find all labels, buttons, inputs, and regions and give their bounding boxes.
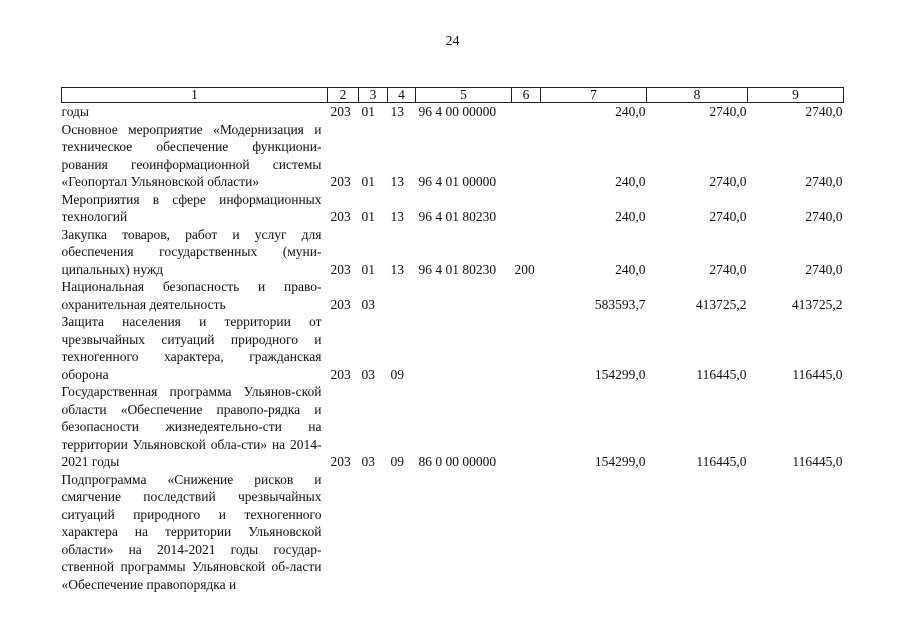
amount-col7: 583593,7 xyxy=(594,296,646,312)
target-article-code: 86 0 00 00000 xyxy=(418,454,497,469)
amount-col9: 2740,0 xyxy=(805,261,843,277)
row-name: годы xyxy=(61,104,90,119)
amount-col7: 240,0 xyxy=(615,174,646,189)
subsection-code: 03 xyxy=(361,454,375,469)
amount-col9: 2740,0 xyxy=(805,174,843,189)
expense-type-code xyxy=(512,383,541,471)
column-header: 3 xyxy=(359,88,388,103)
expense-type-code xyxy=(512,191,541,226)
item-code xyxy=(388,278,416,313)
table-row xyxy=(62,226,844,279)
row-name: Закупка товаров, работ и услуг для обеспечения государственных (муни-ципальных) нужд xyxy=(61,226,322,277)
column-header: 8 xyxy=(647,88,748,103)
item-code: 13 xyxy=(390,104,404,119)
item-code: 09 xyxy=(390,366,404,382)
header-row xyxy=(62,88,844,103)
row-name: Защита населения и территории от чрезвычайных ситуаций природного и техногенного характера, гражданская оборона xyxy=(61,314,322,382)
column-header: 5 xyxy=(416,88,512,103)
target-article-code: 96 4 01 80230 xyxy=(418,209,497,224)
amount-col9: 116445,0 xyxy=(792,366,843,382)
subsection-code: 01 xyxy=(361,174,375,189)
subsection-code: 01 xyxy=(361,261,375,277)
target-article-code: 96 4 00 00000 xyxy=(418,104,497,119)
expense-type-code: 200 xyxy=(514,261,535,277)
section-code: 203 xyxy=(330,174,351,189)
subsection-code xyxy=(359,471,388,594)
item-code xyxy=(388,471,416,594)
table-row xyxy=(62,313,844,383)
target-article-code xyxy=(416,278,512,313)
subsection-code: 03 xyxy=(361,366,375,382)
expense-type-code xyxy=(512,471,541,594)
subsection-code: 03 xyxy=(361,296,375,312)
expense-type-code xyxy=(512,103,541,121)
expense-type-code xyxy=(512,313,541,383)
expense-type-code xyxy=(512,121,541,191)
table-row xyxy=(62,383,844,471)
amount-col7: 240,0 xyxy=(615,261,646,277)
amount-col8 xyxy=(647,471,748,594)
amount-col8: 2740,0 xyxy=(709,261,747,277)
row-name: Мероприятия в сфере информационных технологий xyxy=(61,191,322,224)
column-header: 1 xyxy=(62,88,328,103)
amount-col8: 116445,0 xyxy=(696,454,747,469)
amount-col7 xyxy=(541,471,647,594)
section-code: 203 xyxy=(330,209,351,224)
item-code: 13 xyxy=(390,209,404,224)
item-code: 09 xyxy=(390,454,404,469)
column-header: 9 xyxy=(748,88,844,103)
target-article-code: 96 4 01 00000 xyxy=(418,174,497,189)
subsection-code: 01 xyxy=(361,209,375,224)
section-code xyxy=(328,471,359,594)
row-name: Подпрограмма «Снижение рисков и смягчение последствий чрезвычайных ситуаций природного и техногенного характера на территории Ульяновской области» на 2014-2021 годы государ-ственной программы Ульяновской об-ласти «Обеспечение правопорядка и xyxy=(61,471,322,592)
amount-col9 xyxy=(748,471,844,594)
amount-col9: 116445,0 xyxy=(792,454,843,469)
expense-type-code xyxy=(512,278,541,313)
target-article-code: 96 4 01 80230 xyxy=(418,261,497,277)
amount-col8: 2740,0 xyxy=(709,174,747,189)
section-code: 203 xyxy=(330,454,351,469)
budget-table xyxy=(61,87,844,593)
table-row xyxy=(62,471,844,594)
subsection-code: 01 xyxy=(361,104,375,119)
amount-col8: 2740,0 xyxy=(709,209,747,224)
table-row xyxy=(62,191,844,226)
amount-col7: 240,0 xyxy=(615,209,646,224)
section-code: 203 xyxy=(330,261,351,277)
amount-col8: 2740,0 xyxy=(709,104,747,119)
amount-col7: 154299,0 xyxy=(594,366,646,382)
section-code: 203 xyxy=(330,366,351,382)
row-name: Основное мероприятие «Модернизация и техническое обеспечение функциони-рования геоинформационной системы «Геопортал Ульяновской области» xyxy=(61,121,322,189)
amount-col9: 2740,0 xyxy=(805,209,843,224)
table-row xyxy=(62,121,844,191)
column-header: 7 xyxy=(541,88,647,103)
amount-col9: 413725,2 xyxy=(791,296,843,312)
item-code: 13 xyxy=(390,174,404,189)
table-row xyxy=(62,103,844,121)
column-header: 4 xyxy=(388,88,416,103)
section-code: 203 xyxy=(330,104,351,119)
amount-col7: 154299,0 xyxy=(594,454,646,469)
table-row xyxy=(62,278,844,313)
target-article-code xyxy=(416,471,512,594)
row-name: Государственная программа Ульянов-ской области «Обеспечение правопо-рядка и безопасности жизнедеятельно-сти на территории Ульяновской обла-сти» на 2014-2021 годы xyxy=(61,384,322,469)
row-name: Национальная безопасность и право-охранительная деятельность xyxy=(61,279,322,312)
amount-col9: 2740,0 xyxy=(805,104,843,119)
target-article-code xyxy=(416,313,512,383)
column-header: 2 xyxy=(328,88,359,103)
page-number: 24 xyxy=(445,34,460,49)
amount-col7: 240,0 xyxy=(615,104,646,119)
column-header: 6 xyxy=(512,88,541,103)
section-code: 203 xyxy=(330,296,351,312)
item-code: 13 xyxy=(390,261,404,277)
amount-col8: 116445,0 xyxy=(696,366,747,382)
amount-col8: 413725,2 xyxy=(695,296,747,312)
